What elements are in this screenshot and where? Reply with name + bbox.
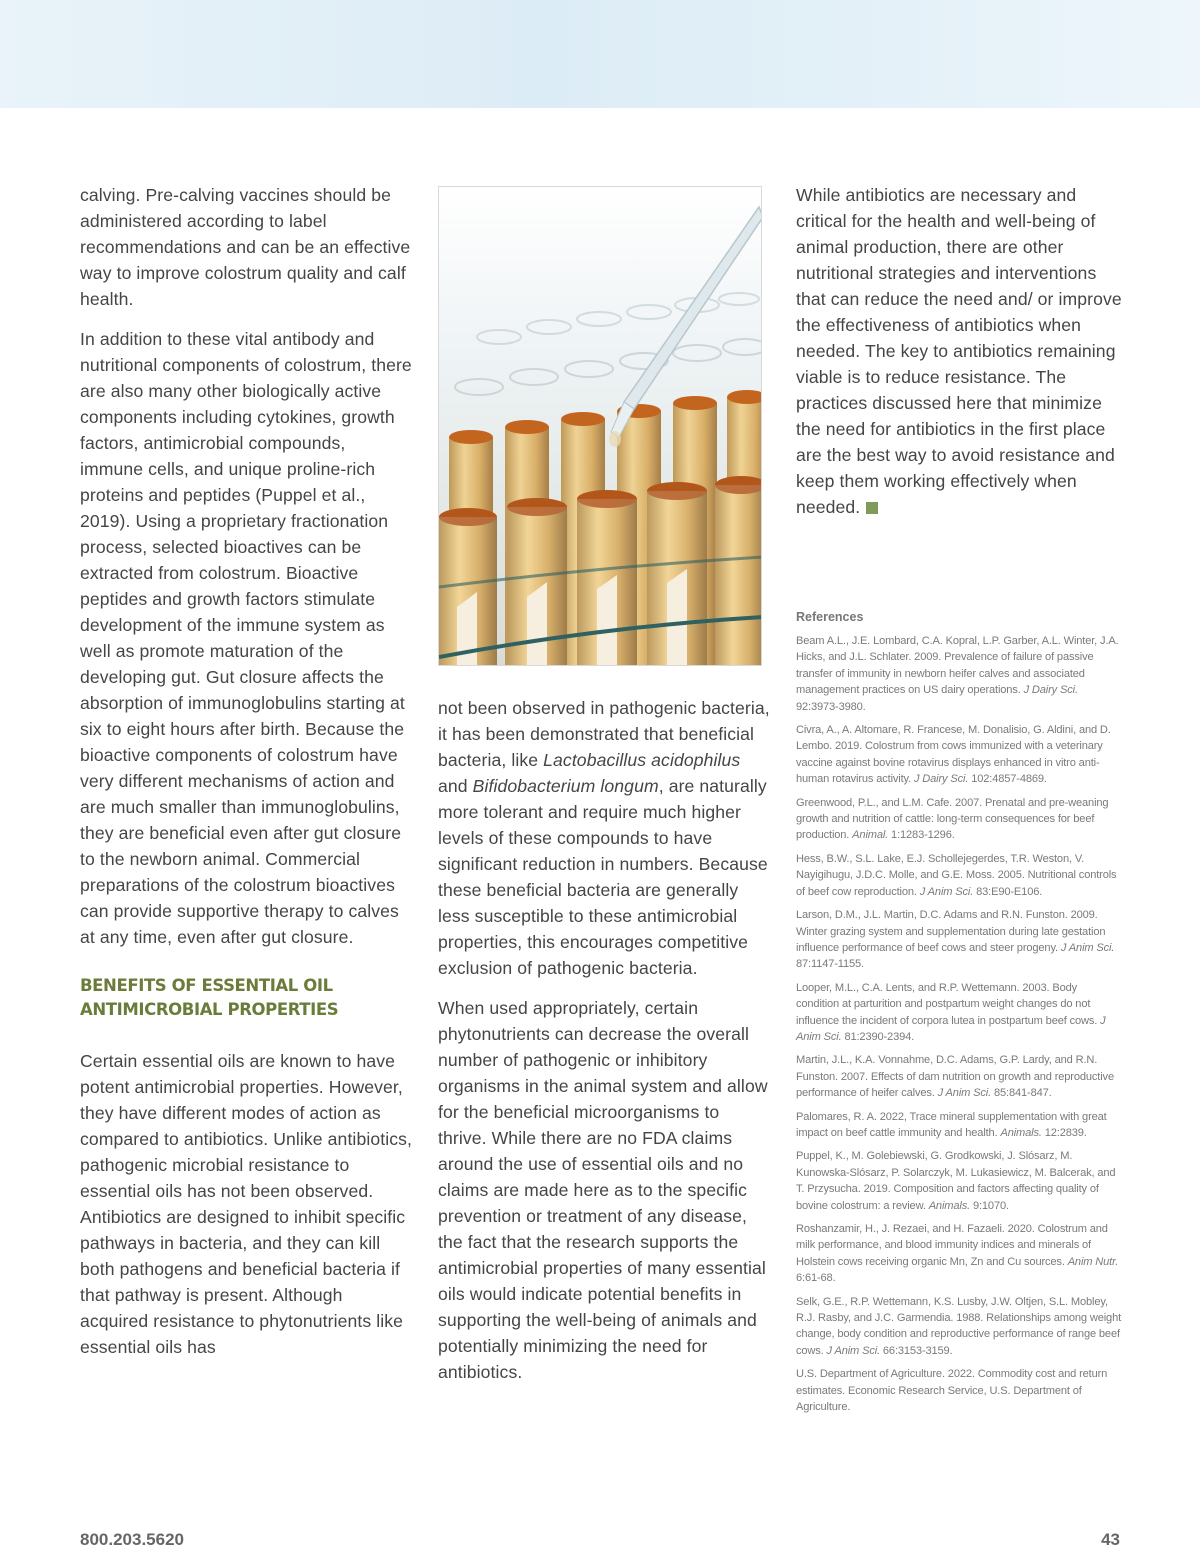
species-name: Bifidobacterium longum — [472, 776, 659, 796]
reference-journal: J Dairy Sci. — [1023, 684, 1078, 697]
header-band — [0, 0, 1200, 108]
reference-text: Hess, B.W., S.L. Lake, E.J. Schollejegerdes, T.R. Weston, V. Nayigihugu, J.D.C. Molle, and G.E. Moss. 2005. Nutritional controls of beef cow reproduction. — [796, 852, 1117, 898]
reference-text: Larson, D.M., J.L. Martin, D.C. Adams and R.N. Funston. 2009. Winter grazing system and supplementation during late gestation influence performance of beef cows and steer progeny. — [796, 909, 1106, 954]
reference-text: Looper, M.L., C.A. Lents, and R.P. Wettemann. 2003. Body condition at parturition and postpartum weight changes do not influence the incident of corpora lutea in postpartum beef cows. — [796, 981, 1101, 1027]
reference-volume-pages: 92:3973-3980. — [796, 700, 866, 713]
reference-item — [796, 1366, 1122, 1415]
references-list — [796, 633, 1122, 1415]
reference-text: Roshanzamir, H., J. Rezaei, and H. Fazaeli. 2020. Colostrum and milk performance, and blood immunity indices and minerals of Holstein cows receiving organic Mn, Zn and Cu sources. — [796, 1223, 1108, 1268]
footer-phone-number: 800.203.5620 — [80, 1530, 184, 1549]
references-title: References — [796, 610, 864, 624]
end-of-article-square-icon — [866, 502, 878, 514]
reference-item — [796, 980, 1122, 1046]
reference-journal: Animals. — [928, 1199, 971, 1212]
reference-volume-pages: 85:841-847. — [991, 1087, 1052, 1100]
reference-journal: J Anim Sci. — [796, 1014, 1106, 1043]
paragraph: When used appropriately, certain phytonutrients can decrease the overall number of pathogenic or inhibitory organisms in the animal system and allow for the beneficial microorganisms to thrive. While there are no FDA claims around the use of essential oils and no claims are made here as to the specific prevention or treatment of any disease, the fact that the research supports the antimicrobial properties of many essential oils would indicate potential benefits in supporting the well-being of animals and potentially minimizing the need for antibiotics. — [438, 998, 768, 1382]
reference-journal: Animal. — [852, 829, 889, 842]
text-span: not been observed in pathogenic bacteria, it has been demonstrated that beneficial bacteria, like — [438, 698, 770, 770]
section-heading-line: BENEFITS OF ESSENTIAL OIL — [80, 976, 333, 995]
reference-journal: J Anim Sci. — [919, 885, 974, 898]
reference-volume-pages: 87:1147-1155. — [796, 958, 864, 971]
test-tubes-photo — [438, 186, 762, 666]
paragraph: calving. Pre-calving vaccines should be administered according to label recommendations and can be an effective way to improve colostrum quality and calf health. — [80, 185, 411, 309]
text-span: , are naturally more tolerant and require much higher levels of these compounds to have significant reduction in numbers. Because these beneficial bacteria are generally less susceptible to these antimicrobial properties, this encourages competitive exclusion of pathogenic bacteria. — [438, 776, 768, 978]
reference-volume-pages: 9:1070. — [970, 1199, 1009, 1212]
reference-journal: J Anim Sci. — [826, 1344, 880, 1357]
page-number: 43 — [1101, 1530, 1120, 1549]
reference-text: Civra, A., A. Altomare, R. Francese, M. Donalisio, G. Aldini, and D. Lembo. 2019. Colostrum from cows immunized with a veterinary vaccine against bovine rotavirus displays enhanced in vitro anti-human rotavirus activity. — [796, 724, 1111, 786]
article-column-1 — [80, 182, 412, 1374]
section-heading — [80, 974, 412, 1022]
reference-journal: Anim Nutr. — [1067, 1255, 1119, 1268]
reference-item — [796, 1221, 1122, 1287]
reference-item — [796, 1148, 1122, 1214]
text-span: While antibiotics are necessary and critical for the health and well-being of animal production, there are other nutritional strategies and interventions that can reduce the need and/ or improve the effectiveness of antibiotics when needed. The key to antibiotics remaining viable is to reduce resistance. The practices discussed here that minimize the need for antibiotics in the first place are the best way to avoid resistance and keep them working effectively when needed. — [796, 185, 1122, 517]
reference-journal: J Anim Sci. — [937, 1087, 992, 1100]
reference-item — [796, 1294, 1122, 1360]
reference-journal: J Dairy Sci. — [913, 773, 969, 786]
text-span: and — [438, 776, 473, 796]
reference-volume-pages: 81:2390-2394. — [841, 1030, 915, 1043]
reference-text: Greenwood, P.L., and L.M. Cafe. 2007. Prenatal and pre-weaning growth and nutrition of cattle: long-term consequences for beef production. — [796, 796, 1109, 842]
reference-volume-pages: 66:3153-3159. — [879, 1344, 953, 1357]
paragraph — [438, 695, 770, 981]
reference-item — [796, 633, 1122, 715]
reference-item — [796, 907, 1122, 973]
reference-volume-pages: 12:2839. — [1041, 1126, 1087, 1139]
section-heading-line: ANTIMICROBIAL PROPERTIES — [80, 1000, 339, 1019]
reference-item — [796, 722, 1122, 788]
reference-item — [796, 851, 1122, 900]
reference-text: Beam A.L., J.E. Lombard, C.A. Kopral, L.P. Garber, A.L. Winter, J.A. Hicks, and J.L. Schlater. 2009. Prevalence of failure of passive transfer of immunity in newborn heifer calves and associated management practices on US dairy operations. — [796, 635, 1119, 697]
reference-item — [796, 795, 1122, 844]
species-name: Lactobacillus acidophilus — [543, 750, 741, 770]
paragraph — [796, 182, 1126, 520]
references-section — [796, 610, 1122, 1422]
reference-text: Puppel, K., M. Golebiewski, G. Grodkowski, J. Slósarz, M. Kunowska-Slósarz, P. Solarczyk, M. Lukasiewicz, M. Balcerak, and T. Przysucha. 2019. Composition and factors affecting quality of bovine colostrum: a review. — [796, 1150, 1116, 1212]
reference-text: Selk, G.E., R.P. Wettemann, K.S. Lusby, J.W. Oltjen, S.L. Mobley, R.J. Rasby, and J.C. Garmendia. 1988. Relationships among weight change, body condition and reproductive performance of range beef cows. — [796, 1295, 1122, 1357]
article-column-3 — [796, 182, 1126, 534]
article-column-2 — [438, 695, 770, 1399]
reference-volume-pages: 102:4857-4869. — [968, 773, 1047, 786]
reference-volume-pages: 6:61-68. — [796, 1272, 836, 1285]
reference-text: Palomares, R. A. 2022, Trace mineral supplementation with great impact on beef cattle immunity and health. — [796, 1110, 1107, 1139]
paragraph: In addition to these vital antibody and nutritional components of colostrum, there are also many other biologically active components including cytokines, growth factors, antimicrobial compounds, immune cells, and unique proline-rich proteins and peptides (Puppel et al., 2019). Using a proprietary fractionation process, selected bioactives can be extracted from colostrum. Bioactive peptides and growth factors stimulate development of the immune system as well as promote maturation of the developing gut. Gut closure affects the absorption of immunoglobulins starting at six to eight hours after birth. Because the bioactive components of colostrum have very different mechanisms of action and are much smaller than immunoglobulins, they are beneficial even after gut closure to the newborn animal. Commercial preparations of the colostrum bioactives can provide supportive therapy to calves at any time, even after gut closure. — [80, 329, 412, 947]
reference-journal: Animals. — [1000, 1126, 1042, 1139]
reference-text: Martin, J.L., K.A. Vonnahme, D.C. Adams, G.P. Lardy, and R.N. Funston. 2007. Effects of dam nutrition on growth and reproductive performance of heifer calves. — [796, 1054, 1114, 1100]
reference-item — [796, 1052, 1122, 1101]
reference-volume-pages: 1:1283-1296. — [888, 829, 955, 842]
paragraph: Certain essential oils are known to have potent antimicrobial properties. However, they have different modes of action as compared to antibiotics. Unlike antibiotics, pathogenic microbial resistance to essential oils has not been observed. Antibiotics are designed to inhibit specific pathways in bacteria, and they can kill both pathogens and beneficial bacteria if that pathway is present. Although acquired resistance to phytonutrients like essential oils has — [80, 1051, 412, 1357]
reference-volume-pages: 83:E90-E106. — [973, 885, 1043, 898]
reference-journal: J Anim Sci. — [1060, 941, 1115, 954]
reference-text: U.S. Department of Agriculture. 2022. Commodity cost and return estimates. Economic Research Service, U.S. Department of Agriculture. — [796, 1368, 1108, 1414]
reference-item — [796, 1109, 1122, 1142]
